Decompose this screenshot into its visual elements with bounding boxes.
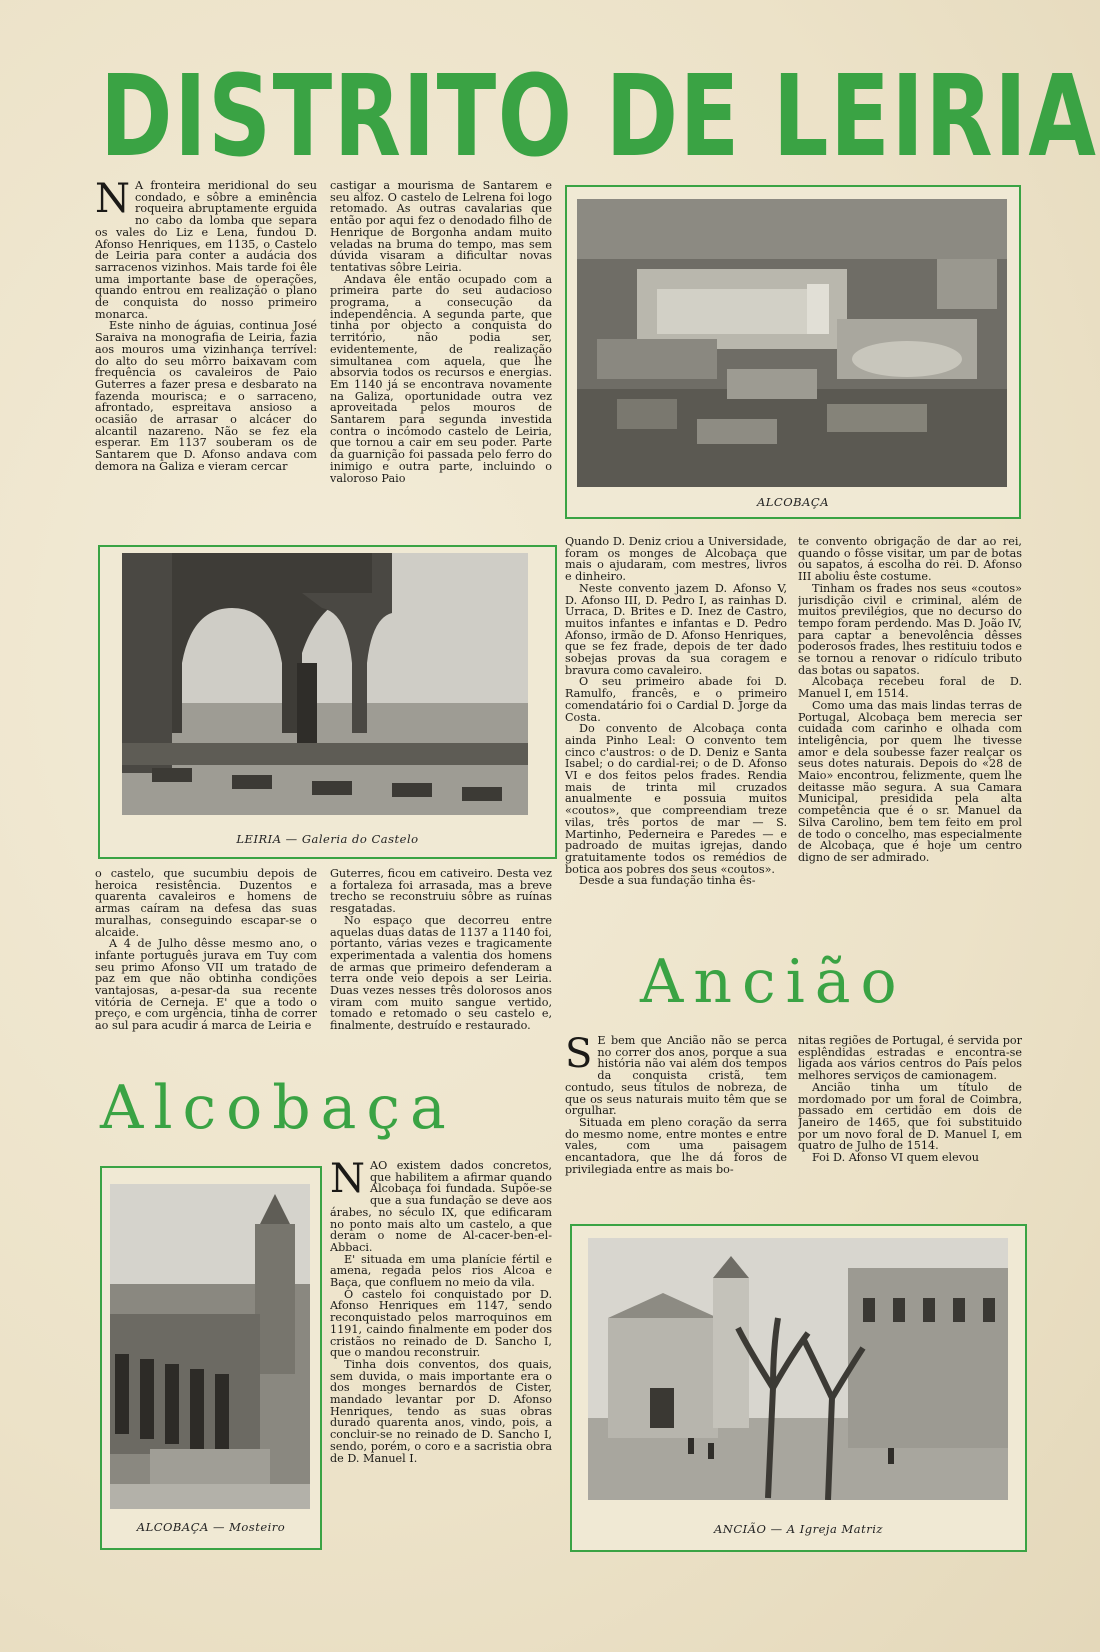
paragraph: E' situada em uma planície fértil e amena, regada pelos rios Alcoa e Baça, que confluem no meio da vila. [330,1252,552,1290]
paragraph: Como uma das mais lindas terras de Portugal, Alcobaça bem merecia ser cuidada com carinho e olhada com inteligência, por quem lhe tivesse amor e dela soubesse fazer realçar os seus dotes naturais. Depois do «28 de Maio» encontrou, felizmente, quem lhe deitasse mão segura. A sua Camara Municipal, presidida pela alta competência que é o sr. Manuel da Silva Carolino, bem tem feito em prol de todo o concelho, mas especialmente de Alcobaça, que é hoje um centro digno de ser admirado. [798,698,1022,864]
paragraph: Alcobaça recebeu foral de D. Manuel I, em 1514. [798,675,1022,701]
leiria-column-1 [95,180,317,520]
paragraph: Andava êle então ocupado com a primeira parte do seu audacioso programa, a consecução da independência. A segunda parte, que tinha por objecto a conquista do território, não podia ser, evidentemente, de realização simultanea com aquela, que lhe absorvia todos os recursos e energias. Em 1140 já se encontrava novamente na Galiza, oportunidade outra vez aproveitada pelos mouros de Santarem para segunda investida contra o incómodo castelo de Leiria, que tornou a cair em seu poder. Parte da guarnição foi passada pelo ferro do inimigo e outra parte, incluindo o valoroso Paio [330,272,552,485]
igreja-matriz-photo [588,1238,1008,1500]
paragraph: Neste convento jazem D. Afonso V, D. Afonso III, D. Pedro I, as rainhas D. Urraca, D. Brites e D. Inez de Castro, muitos infantes e infantas e D. Pedro Afonso, irmão de D. Afonso Henriques, que se fez frade, depois de ter dado sobejas provas da sua coragem e bravura como cavaleiro. [565,581,787,677]
paragraph: O seu primeiro abade foi D. Ramulfo, francês, e o primeiro comendatário foi o Cardial D. Jorge da Costa. [565,675,787,724]
alcobaca-column-b [798,536,1022,946]
paragraph: Ancião tinha um título de mordomado por um foral de Coimbra, passado em certidão em dois de Janeiro de 1465, que foi substituido por um novo foral de D. Manuel I, em quatro de Julho de 1514. [798,1080,1022,1153]
paragraph: Situada em pleno coração da serra do mesmo nome, entre montes e entre vales, com uma paisagem encantadora, que lhe dá foros de privilegiada entre as mais bo- [565,1115,787,1176]
paragraph: Tinham os frades nos seus «coutos» jurisdição civil e criminal, além de muitos previlégios, que no decurso do tempo foram perdendo. Mas D. João IV, para captar a benevolência dêsses poderosos frades, lhes restituiu todos e se tornou a renovar o ridículo tributo das botas ou sapatos. [798,581,1022,677]
leiria-column-3 [95,868,317,1068]
paragraph: Tinha dois conventos, dos quais, sem duvida, o mais importante era o dos monges bernardos de Cister, mandado levantar por D. Afonso Henriques, tendo as suas obras durado quarenta anos, vindo, pois, a concluir-se no reinado de D. Sancho I, sendo, porém, o coro e a sacristia obra de D. Manuel I. [330,1357,552,1465]
paragraph: Este ninho de águias, continua José Saraiva na monografia de Leiria, fazia aos mouros uma vizinhança terrível: do alto do seu môrro baixavam com frequência os cavaleiros de Paio Guterres a fazer presa e desbarato na fazenda mourisca; e o sarraceno, afrontado, espreitava ansioso a ocasião de arrasar o alcácer do alcantil nazareno. Não se fez ela esperar. Em 1137 souberam os de Santarem que D. Afonso andava com demora na Galiza e vieram cercar [95,319,317,473]
paragraph: Guterres, ficou em cativeiro. Desta vez a fortaleza foi arrasada, mas a breve trecho se reconstruiu sôbre as ruínas resgatadas. [330,868,552,916]
anciao-heading: Ancião [640,947,907,1017]
alcobaca-aerial-photo-frame [565,185,1021,519]
alcobaca-aerial-caption: ALCOBAÇA [756,495,830,509]
igreja-photo-frame [570,1224,1027,1552]
alcobaca-aerial-photo [577,199,1007,487]
igreja-caption: ANCIÃO — A Igreja Matriz [714,1522,883,1536]
paragraph: Quando D. Deniz criou a Universidade, foram os monges de Alcobaça que mais o ajudaram, com mestres, livros e dinheiro. [565,536,787,584]
alcobaca-column-a [565,536,787,946]
paragraph: A fronteira meridional do seu condado, e sôbre a eminência roqueira abruptamente erguida no cabo da lomba que separa os vales do Liz e Lena, fundou D. Afonso Henriques, em 1135, o Castelo de Leiria para conter a audácia dos sarracenos vizinhos. Mais tarde foi êle uma importante base de operações, quando entrou em realização o plano de conquista do nosso primeiro monarca. [95,180,317,321]
leiria-photo-caption: LEIRIA — Galeria do Castelo [236,832,419,846]
page-title: DISTRITO DE LEIRIA [100,52,1098,182]
paragraph: te convento obrigação de dar ao rei, quando o fôsse visitar, um par de botas ou sapatos, á escolha do rei. D. Afonso III aboliu êste costume. [798,536,1022,584]
aerial-illustration [577,199,1007,487]
paragraph: castigar a mourisma de Santarem e seu alfoz. O castelo de Lelrena foi logo retomado. As outras cavalarias que então por aqui fez o denodado filho de Henrique de Borgonha andam muito veladas na bruma do tempo, mas sem dúvida visaram a dificultar novas tentativas sôbre Leiria. [330,180,552,274]
paragraph: A 4 de Julho dêsse mesmo ano, o infante português jurava em Tuy com seu primo Afonso VII um tratado de paz em que não obtinha condições vantajosas, a-pesar-da sua recente vitória de Cerneja. E' que a todo o preço, e com urgência, tinha de correr ao sul para acudir á marca de Leiria e [95,937,317,1033]
paragraph: No espaço que decorreu entre aquelas duas datas de 1137 a 1140 foi, portanto, várias vezes e tragicamente experimentada a valentia dos homens de armas que primeiro defenderam a terra onde veio depois a ser Leiria. Duas vezes nesses três dolorosos anos viram com muito sangue vertido, tomado e retomado o seu castelo e, finalmente, destruído e restaurado. [330,913,552,1033]
dropcap-s: S [565,1035,593,1077]
paragraph: O castelo foi conquistado por D. Afonso Henriques em 1147, sendo reconquistado pelos marroquinos em 1191, caindo finalmente em poder dos cristãos no reinado de D. Sancho I, que o mandou reconstruir. [330,1287,552,1360]
paragraph: Foi D. Afonso VI quem elevou [812,1151,979,1165]
leiria-column-4 [330,868,552,1068]
leiria-column-2 [330,180,552,520]
church-square-illustration [588,1238,1008,1500]
mosteiro-photo-frame [100,1166,322,1550]
anciao-column-b [798,1035,1022,1205]
alcobaca-section-column [330,1160,552,1550]
alcobaca-heading: Alcobaça [100,1073,456,1143]
dropcap-n2: N [330,1160,365,1202]
paragraph: Do convento de Alcobaça conta ainda Pinho Leal: O convento tem cinco c'austros: o de D. Deniz e Santa Isabel; o do cardial-rei; o de D. Afonso VI e dos feitos pelos frades. Rendia mais de trinta mil cruzados anualmente e possuia muitos «coutos», que compreendiam treze vilas, três portos de mar — S. Martinho, Pederneira e Paredes — e padroado de muitas igrejas, dando gratuitamente todos os remédios de botica aos pobres dos seus «coutos». [565,722,787,876]
leiria-galeria-photo [122,553,528,815]
paragraph: nitas regiões de Portugal, é servida por esplêndidas estradas e encontra-se ligada aos vários centros do País pelos melhores serviços de camionagem. [798,1035,1022,1083]
dropcap-n: N [95,180,130,222]
paragraph: Desde a sua fundação tinha ês- [579,874,756,888]
monastery-illustration [110,1184,310,1509]
mosteiro-caption: ALCOBAÇA — Mosteiro [136,1520,286,1534]
castle-gallery-illustration [122,553,528,815]
anciao-column-a [565,1035,787,1205]
mosteiro-photo [110,1184,310,1509]
paragraph: o castelo, que sucumbiu depois de heroica resistência. Duzentos e quarenta cavaleiros e homens de armas caíram na defesa das suas muralhas, conseguindo escapar-se o alcaide. [95,868,317,939]
paragraph: ÃO existem dados concretos, que habilitem a afirmar quando Alcobaça foi fundada. Supõe-se que a sua fundação se deve aos árabes, no século IX, que edificaram no ponto mais alto um castelo, a que deram o nome de Al-cacer-ben-el-Abbaci. [330,1160,552,1254]
leiria-photo-frame [98,545,557,859]
paragraph: E bem que Ancião não se perca no correr dos anos, porque a sua história não vai além dos tempos da conquista cristã, tem contudo, seus títulos de nobreza, de que os seus naturais muito têm que se orgulhar. [565,1035,787,1118]
